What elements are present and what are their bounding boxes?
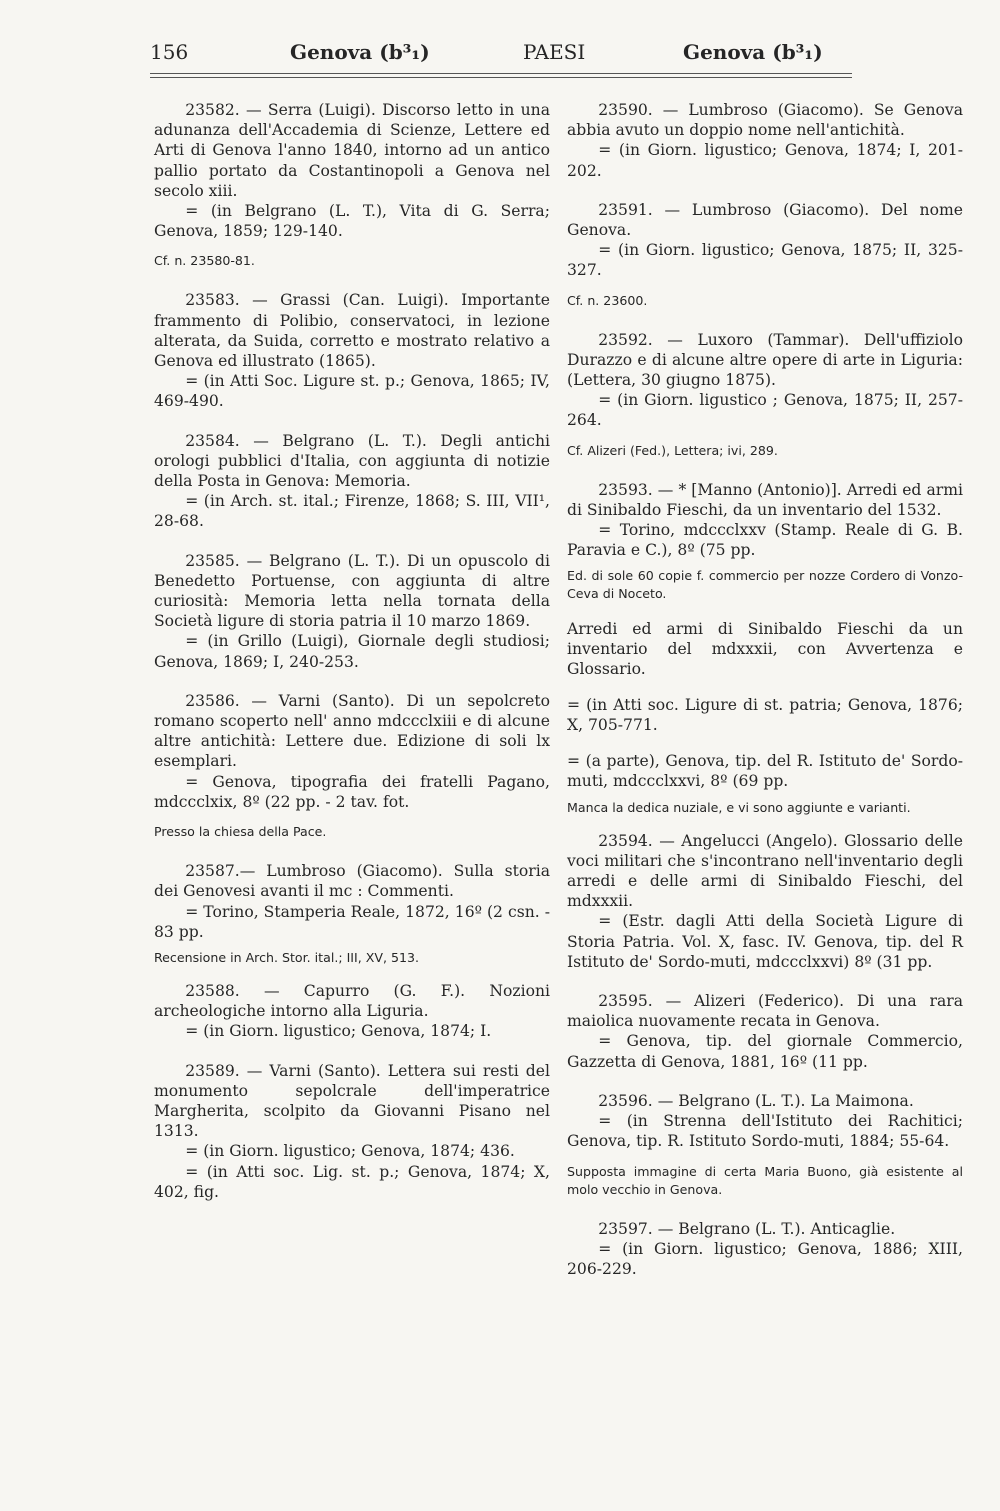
entry-publication: = (in Arch. st. ital.; Firenze, 1868; S. III, VII¹, 28-68.: [154, 492, 550, 531]
entry-text: 23590. — Lumbroso (Giacomo). Se Genova abbia avuto un doppio nome nell'antichità.: [567, 101, 963, 140]
header-left-title: Genova (b³₁): [290, 40, 430, 64]
entry-note: Cf. n. 23580-81.: [154, 253, 255, 269]
entry-23589: [154, 1061, 550, 1202]
entry-23592: [567, 330, 963, 431]
entry-23591: [567, 200, 963, 281]
entry-publication: = Genova, tip. del giornale Commercio, Gazzetta di Genova, 1881, 16º (11 pp.: [567, 1032, 963, 1071]
entry-publication: = Torino, mdccclxxv (Stamp. Reale di G. B. Paravia e C.), 8º (75 pp.: [567, 521, 963, 560]
entry-publication: = (in Giorn. ligustico; Genova, 1874; I, 201-202.: [567, 141, 963, 180]
entry-note: Manca la dedica nuziale, e vi sono aggiunte e varianti.: [567, 799, 911, 815]
entry-text: 23591. — Lumbroso (Giacomo). Del nome Genova.: [567, 200, 963, 240]
entry-23593: [567, 480, 963, 561]
header-section-title: PAESI: [523, 40, 586, 64]
variant-publication: = (a parte), Genova, tip. del R. Istituto de' Sordo-muti, mdccclxxvi, 8º (69 pp.: [567, 752, 963, 791]
entry-23584: [154, 431, 550, 532]
entry-23594: [567, 831, 963, 972]
entry-23590: [567, 100, 963, 181]
entry-23597: [567, 1219, 963, 1280]
entry-publication: = Torino, Stamperia Reale, 1872, 16º (2 csn. - 83 pp.: [154, 902, 550, 941]
entry-text: 23586. — Varni (Santo). Di un sepolcreto romano scoperto nell' anno mdccclxiii e di alcune altre antichità: Lettere due. Edizione di soli lx esemplari.: [154, 691, 550, 771]
entry-text: 23588. — Capurro (G. F.). Nozioni archeologiche intorno alla Liguria.: [154, 981, 550, 1021]
entry-text: 23584. — Belgrano (L. T.). Degli antichi orologi pubblici d'Italia, con aggiunta di notizie della Posta in Genova: Memoria.: [154, 431, 550, 491]
header-right-title: Genova (b³₁): [683, 40, 823, 64]
entry-text: 23585. — Belgrano (L. T.). Di un opuscolo di Benedetto Portuense, con aggiunta di altre curiosità: Memoria letta nella tornata della Società ligure di storia patria il 10 marzo 1869.: [154, 551, 550, 631]
header-rule: [150, 73, 852, 74]
entry-text: 23592. — Luxoro (Tammar). Dell'uffiziolo Durazzo e di alcune altre opere di arte in Liguria: (Lettera, 30 giugno 1875).: [567, 330, 963, 390]
entry-23588: [154, 981, 550, 1042]
entry-text: 23589. — Varni (Santo). Lettera sui resti del monumento sepolcrale dell'imperatrice Margherita, scolpito da Giovanni Pisano nel 1313.: [154, 1061, 550, 1141]
variant-publication: = (in Atti soc. Ligure di st. patria; Genova, 1876; X, 705-771.: [567, 696, 963, 735]
entry-23586: [154, 691, 550, 812]
left-column: [154, 100, 550, 1221]
entry-note: Supposta immagine di certa Maria Buono, già esistente al molo vecchio in Genova.: [567, 1163, 963, 1197]
entry-publication: = (in Atti soc. Lig. st. p.; Genova, 1874; X, 402, fig.: [154, 1162, 550, 1201]
entry-publication: = (in Giorn. ligustico; Genova, 1874; I.: [185, 1022, 492, 1041]
entry-23583: [154, 290, 550, 411]
entry-23596: [567, 1091, 963, 1152]
entry-23582: [154, 100, 550, 241]
page-number: 156: [150, 40, 189, 64]
entry-text: 23583. — Grassi (Can. Luigi). Importante frammento di Polibio, conservatoci, in lezione alterata, da Suida, corretto e mostrato relativo a Genova ed illustrato (1865).: [154, 291, 550, 371]
entry-23595: [567, 991, 963, 1072]
entry-publication: = (in Grillo (Luigi), Giornale degli studiosi; Genova, 1869; I, 240-253.: [154, 632, 550, 671]
entry-text: 23596. — Belgrano (L. T.). La Maimona.: [598, 1091, 914, 1110]
entry-publication: = (Estr. dagli Atti della Società Ligure di Storia Patria. Vol. X, fasc. IV. Genova, tip. del R Istituto de' Sordo-muti, mdccclxxvi) 8º (31 pp.: [567, 912, 963, 971]
entry-publication: = Genova, tipografia dei fratelli Pagano, mdccclxix, 8º (22 pp. - 2 tav. fot.: [154, 772, 550, 811]
right-column: [567, 100, 963, 1298]
entry-text: 23597. — Belgrano (L. T.). Anticaglie.: [598, 1219, 896, 1238]
entry-note: Ed. di sole 60 copie f. commercio per nozze Cordero di Vonzo-Ceva di Noceto.: [567, 568, 963, 602]
running-header: [150, 40, 850, 70]
entry-23585: [154, 551, 550, 672]
entry-text: 23594. — Angelucci (Angelo). Glossario delle voci militari che s'incontrano nell'inventario degli arredi e delle armi di Sinibaldo Fieschi, del mdxxxii.: [567, 831, 963, 911]
entry-23587: [154, 861, 550, 942]
entry-text: 23587.— Lumbroso (Giacomo). Sulla storia dei Genovesi avanti il mc : Commenti.: [154, 862, 550, 901]
entry-note: Recensione in Arch. Stor. ital.; III, XV, 513.: [154, 949, 420, 965]
entry-publication: = (in Belgrano (L. T.), Vita di G. Serra; Genova, 1859; 129-140.: [154, 202, 550, 241]
header-rule: [150, 77, 852, 78]
entry-note: Cf. Alizeri (Fed.), Lettera; ivi, 289.: [567, 442, 778, 458]
entry-text: 23595. — Alizeri (Federico). Di una rara maiolica nuovamente recata in Genova.: [567, 992, 963, 1031]
entry-publication: = (in Giorn. ligustico; Genova, 1874; 436.: [185, 1142, 515, 1161]
entry-publication: = (in Atti Soc. Ligure st. p.; Genova, 1865; IV, 469-490.: [154, 372, 550, 411]
entry-text: 23582. — Serra (Luigi). Discorso letto in una adunanza dell'Accademia di Scienze, Lettere ed Arti di Genova l'anno 1840, intorno ad un antico pallio portato da Costantinopoli a Genova nel secolo xiii.: [154, 101, 550, 200]
entry-23593-variant: [567, 619, 963, 792]
entry-publication: = (in Giorn. ligustico; Genova, 1886; XIII, 206-229.: [567, 1239, 963, 1278]
entry-publication: = (in Strenna dell'Istituto dei Rachitici; Genova, tip. R. Istituto Sordo-muti, 1884; 55-64.: [567, 1112, 963, 1151]
variant-text: Arredi ed armi di Sinibaldo Fieschi da un inventario del mdxxxii, con Avvertenza e Glossario.: [567, 620, 963, 679]
entry-publication: = (in Giorn. ligustico ; Genova, 1875; II, 257-264.: [567, 391, 963, 430]
entry-text: 23593. — * [Manno (Antonio)]. Arredi ed armi di Sinibaldo Fieschi, da un inventario del 1532.: [567, 480, 963, 519]
entry-note: Cf. n. 23600.: [567, 292, 648, 308]
entry-note: Presso la chiesa della Pace.: [154, 824, 327, 840]
entry-publication: = (in Giorn. ligustico; Genova, 1875; II, 325-327.: [567, 241, 963, 280]
